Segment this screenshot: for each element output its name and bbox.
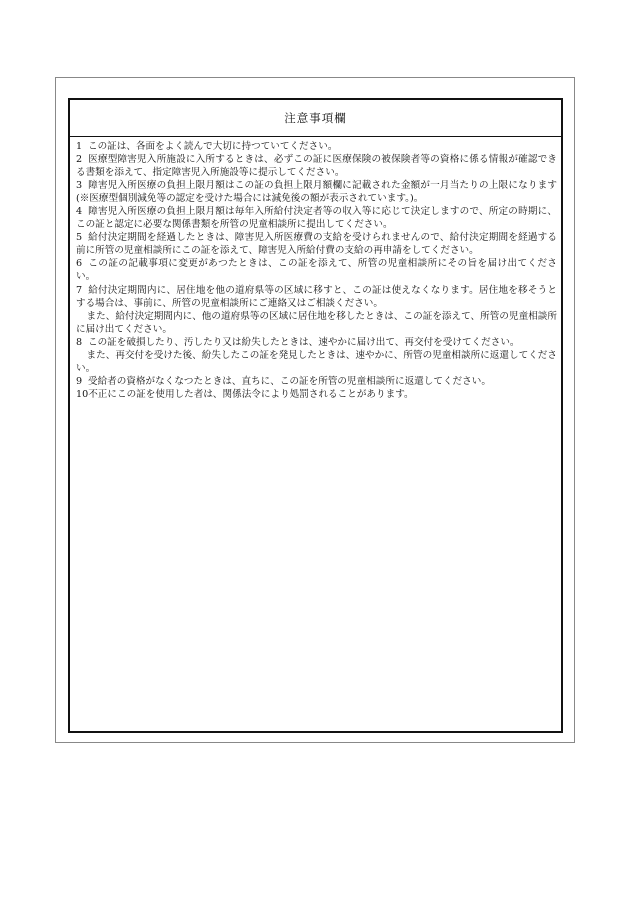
notice-item-3 — [76, 179, 557, 205]
notice-item-2 — [76, 153, 557, 179]
item-number: 7 — [76, 284, 83, 296]
notice-paragraph: また、再交付を受けた後、紛失したこの証を発見したときは、速やかに、所管の児童相談所に返還してください。 — [76, 349, 557, 374]
item-number: 4 — [76, 206, 83, 218]
notice-box — [68, 98, 563, 733]
notice-paragraph — [76, 336, 557, 349]
notice-list — [70, 137, 561, 401]
item-text: この証の記載事項に変更があつたときは、この証を添えて、所管の児童相談所にその旨を届け出てください。 — [76, 258, 557, 283]
item-number: 8 — [76, 336, 83, 348]
notice-item-1 — [76, 140, 557, 153]
item-text: 受給者の資格がなくなつたときは、直ちに、この証を所管の児童相談所に返還してください。 — [88, 375, 491, 387]
notice-paragraph — [76, 153, 557, 179]
item-number: 2 — [76, 154, 83, 166]
item-number: 6 — [76, 258, 83, 270]
notice-item-5 — [76, 231, 557, 257]
notice-paragraph — [76, 140, 557, 153]
notice-item-10 — [76, 388, 557, 401]
notice-paragraph — [76, 388, 557, 401]
notice-paragraph — [76, 231, 557, 257]
item-number: 10 — [76, 388, 89, 400]
notice-paragraph — [76, 205, 557, 231]
notice-paragraph: また、給付決定期間内に、他の道府県等の区域に居住地を移したときは、この証を添えて、所管の児童相談所に届け出てください。 — [76, 310, 557, 335]
item-text: この証は、各面をよく読んで大切に持つていてください。 — [88, 141, 338, 152]
notice-paragraph — [76, 284, 557, 310]
notice-item-8 — [76, 336, 557, 375]
notice-title: 注意事項欄 — [70, 100, 561, 137]
notice-item-6 — [76, 257, 557, 283]
item-number: 3 — [76, 180, 83, 192]
item-text: 給付決定期間内に、居住地を他の道府県等の区域に移すと、この証は使えなくなります。居住地を移そうとする場合は、事前に、所管の児童相談所にご連絡又はご相談ください。 — [76, 284, 557, 309]
item-text: 不正にこの証を使用した者は、関係法令により処罰されることがあります。 — [88, 388, 414, 400]
notice-item-9 — [76, 375, 557, 388]
item-number: 1 — [76, 141, 83, 152]
notice-paragraph — [76, 257, 557, 283]
notice-item-7 — [76, 284, 557, 336]
item-text: この証を破損したり、汚したり又は紛失したときは、速やかに届け出て、再交付を受けてください。 — [88, 336, 520, 348]
item-text: 障害児入所医療の負担上限月額はこの証の負担上限月額欄に記載された金額が一月当たりの上限になります(※医療型個別減免等の認定を受けた場合には減免後の額が表示されています。)。 — [76, 180, 557, 205]
item-number: 9 — [76, 375, 83, 387]
item-number: 5 — [76, 232, 83, 244]
item-text: 医療型障害児入所施設に入所するときは、必ずこの証に医療保険の被保険者等の資格に係る情報が確認できる書類を添えて、指定障害児入所施設等に提示してください。 — [76, 154, 557, 179]
item-text: 障害児入所医療の負担上限月額は毎年入所給付決定者等の収入等に応じて決定しますので、所定の時期に、この証と認定に必要な関係書類を所管の児童相談所に提出してください。 — [76, 206, 557, 231]
notice-item-4 — [76, 205, 557, 231]
notice-paragraph — [76, 375, 557, 388]
item-text: 給付決定期間を経過したときは、障害児入所医療費の支給を受けられませんので、給付決定期間を経過する前に所管の児童相談所にこの証を添えて、障害児入所給付費の支給の再申請をしてください。 — [76, 232, 557, 257]
notice-paragraph — [76, 179, 557, 205]
